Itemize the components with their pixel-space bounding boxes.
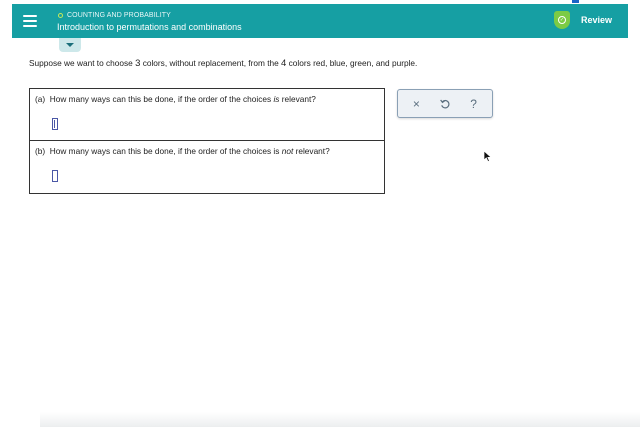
question-b-emphasis: not: [281, 146, 294, 156]
dropdown-chevron-icon: [66, 43, 74, 47]
problem-prompt: [29, 58, 417, 69]
undo-button[interactable]: [434, 93, 456, 115]
question-box: [29, 88, 385, 194]
clear-button[interactable]: [405, 93, 427, 115]
question-text-b: [35, 146, 330, 156]
question-a-before: How many ways can this be done, if the order of the choices: [49, 94, 274, 104]
prompt-text-b: colors, without replacement, from the: [140, 58, 282, 68]
question-text-a: [35, 94, 316, 104]
question-a-emphasis: is: [273, 94, 280, 104]
review-label: Review: [580, 15, 612, 25]
topic-text: COUNTING AND PROBABILITY: [67, 12, 171, 19]
clear-icon: ×: [412, 96, 420, 111]
part-label-b: (b): [35, 146, 46, 156]
topic-label: [58, 12, 171, 19]
menu-icon[interactable]: [23, 15, 37, 27]
undo-icon: [439, 98, 450, 109]
help-icon: ?: [470, 96, 477, 111]
prompt-text-c: colors red, blue, green, and purple.: [286, 58, 418, 68]
bottom-panel-edge: [40, 412, 640, 427]
total-count: 4: [281, 58, 287, 69]
answer-input-a[interactable]: [52, 118, 58, 130]
part-label-a: (a): [35, 94, 46, 104]
app-header: [12, 4, 628, 38]
question-part-a: [30, 89, 384, 141]
prompt-text-a: Suppose we want to choose: [29, 58, 136, 68]
question-part-b: [30, 141, 384, 193]
question-a-after: relevant?: [279, 94, 316, 104]
help-button[interactable]: [463, 93, 485, 115]
header-dropdown-toggle[interactable]: [59, 38, 81, 52]
question-b-before: How many ways can this be done, if the order of the choices is: [49, 146, 282, 156]
answer-toolbar: [397, 89, 493, 118]
topic-circle-icon: [58, 13, 63, 18]
choose-count: 3: [135, 58, 141, 69]
lesson-title: Introduction to permutations and combinations: [57, 22, 242, 32]
review-button[interactable]: [554, 11, 612, 29]
question-b-after: relevant?: [293, 146, 330, 156]
mouse-cursor-icon: [483, 150, 493, 163]
answer-input-b[interactable]: [52, 170, 58, 182]
review-shield-icon: ✓: [554, 11, 570, 29]
top-accent-mark: [572, 0, 579, 3]
